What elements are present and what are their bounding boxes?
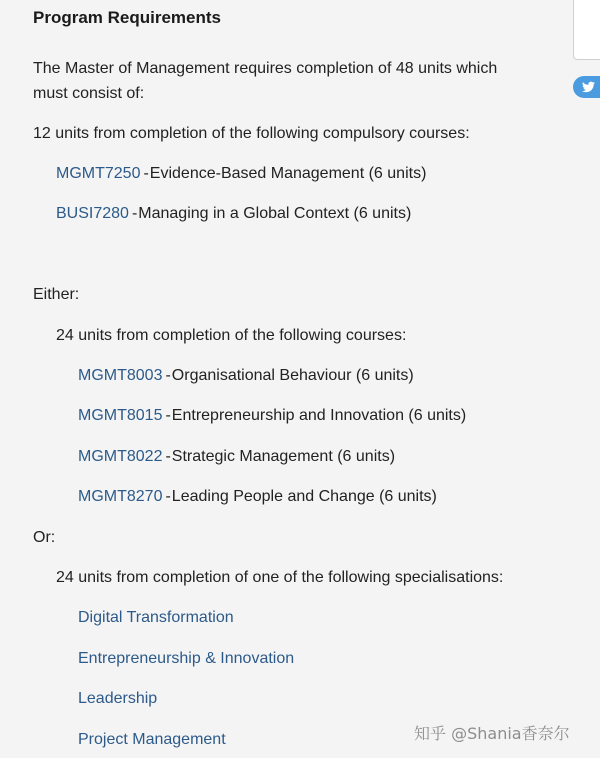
course-item [56, 204, 411, 224]
course-code-link[interactable]: MGMT8270 [78, 488, 163, 505]
course-code-link[interactable]: MGMT8003 [78, 367, 163, 384]
course-separator: - [165, 367, 171, 384]
course-separator: - [165, 488, 171, 505]
course-code-link[interactable]: BUSI7280 [56, 205, 129, 222]
specialisation-link-project-management[interactable]: Project Management [78, 731, 226, 748]
course-code-link[interactable]: MGMT8015 [78, 407, 163, 424]
or-heading: 24 units from completion of one of the following specialisations: [56, 569, 504, 586]
section-title: Program Requirements [33, 8, 221, 27]
either-heading: 24 units from completion of the following courses: [56, 327, 407, 344]
course-name: Organisational Behaviour (6 units) [171, 367, 414, 384]
specialisation-item [78, 689, 157, 709]
course-separator: - [131, 205, 138, 222]
specialisation-item [78, 649, 294, 669]
specialisation-item [78, 608, 234, 628]
either-label: Either: [33, 286, 80, 303]
or-label: Or: [33, 529, 56, 546]
specialisation-item [78, 730, 226, 750]
course-item [78, 366, 414, 386]
course-name: Managing in a Global Context (6 units) [138, 205, 412, 222]
course-item [78, 406, 466, 426]
course-separator: - [165, 407, 171, 424]
specialisation-link-digital-transformation[interactable]: Digital Transformation [78, 609, 234, 626]
course-separator: - [143, 165, 149, 182]
course-name: Strategic Management (6 units) [171, 448, 396, 465]
watermark-text: 知乎 @Shania香奈尔 [414, 724, 570, 743]
course-name: Entrepreneurship and Innovation (6 units) [171, 407, 467, 424]
specialisation-link-entrepreneurship[interactable]: Entrepreneurship & Innovation [78, 650, 295, 667]
intro-text: The Master of Management requires completion of 48 units which must consist of: [33, 60, 498, 102]
twitter-share-button[interactable] [573, 76, 600, 98]
compulsory-heading: 12 units from completion of the following compulsory courses: [33, 125, 470, 142]
course-code-link[interactable]: MGMT8022 [78, 448, 163, 465]
specialisation-link-leadership[interactable]: Leadership [78, 690, 158, 707]
course-separator: - [165, 448, 171, 465]
course-item [56, 164, 426, 184]
twitter-icon [582, 81, 595, 93]
course-item [78, 447, 395, 467]
course-item [78, 487, 437, 507]
course-name: Leading People and Change (6 units) [171, 488, 437, 505]
side-card [573, 0, 600, 60]
course-code-link[interactable]: MGMT7250 [56, 165, 141, 182]
course-name: Evidence-Based Management (6 units) [149, 165, 427, 182]
